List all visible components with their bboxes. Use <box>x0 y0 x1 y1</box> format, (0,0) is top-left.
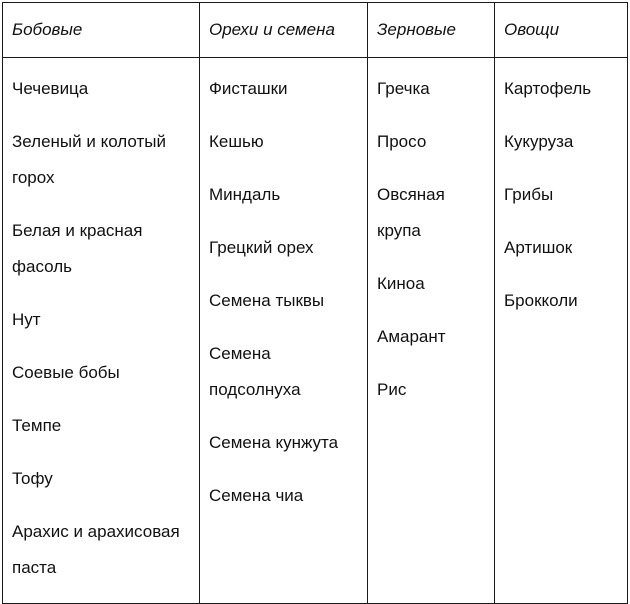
list-item: Киноа <box>377 274 425 293</box>
list-item: Соевые бобы <box>12 363 120 382</box>
list-item: Белая и красная фасоль <box>12 221 143 276</box>
column-vegetables <box>495 58 628 604</box>
list-item: Рис <box>377 380 407 399</box>
header-grains-label: Зерновые <box>377 20 456 39</box>
list-item: Чечевица <box>12 79 89 98</box>
list-item: Семена тыквы <box>209 291 325 310</box>
column-legumes <box>3 58 200 604</box>
header-vegetables <box>495 3 628 58</box>
list-item: Зеленый и колотый горох <box>12 132 166 187</box>
list-item: Миндаль <box>209 185 281 204</box>
list-item: Грибы <box>504 185 554 204</box>
list-item: Гречка <box>377 79 430 98</box>
header-legumes-label: Бобовые <box>12 20 83 39</box>
list-item: Кукуруза <box>504 132 574 151</box>
header-grains <box>368 3 495 58</box>
list-item: Семена чиа <box>209 486 304 505</box>
list-item: Темпе <box>12 416 62 435</box>
column-nuts-seeds <box>200 58 368 604</box>
list-item: Кешью <box>209 132 264 151</box>
list-item: Семена кунжута <box>209 433 339 452</box>
list-item: Овсяная крупа <box>377 185 445 240</box>
food-table-container <box>2 2 627 594</box>
list-item: Семена подсолнуха <box>209 344 301 399</box>
list-item: Грецкий орех <box>209 238 314 257</box>
list-item: Тофу <box>12 469 53 488</box>
list-item: Арахис и арахисовая паста <box>12 522 180 577</box>
list-item: Брокколи <box>504 291 578 310</box>
food-groups-table <box>2 2 628 604</box>
header-vegetables-label: Овощи <box>504 20 560 39</box>
list-item: Амарант <box>377 327 446 346</box>
header-row <box>3 3 628 58</box>
list-item: Просо <box>377 132 427 151</box>
list-item: Фисташки <box>209 79 288 98</box>
body-row <box>3 58 628 604</box>
list-item: Картофель <box>504 79 592 98</box>
header-legumes <box>3 3 200 58</box>
list-item: Нут <box>12 310 41 329</box>
header-nuts-seeds <box>200 3 368 58</box>
column-grains <box>368 58 495 604</box>
list-item: Артишок <box>504 238 573 257</box>
header-nuts-seeds-label: Орехи и семена <box>209 20 335 39</box>
